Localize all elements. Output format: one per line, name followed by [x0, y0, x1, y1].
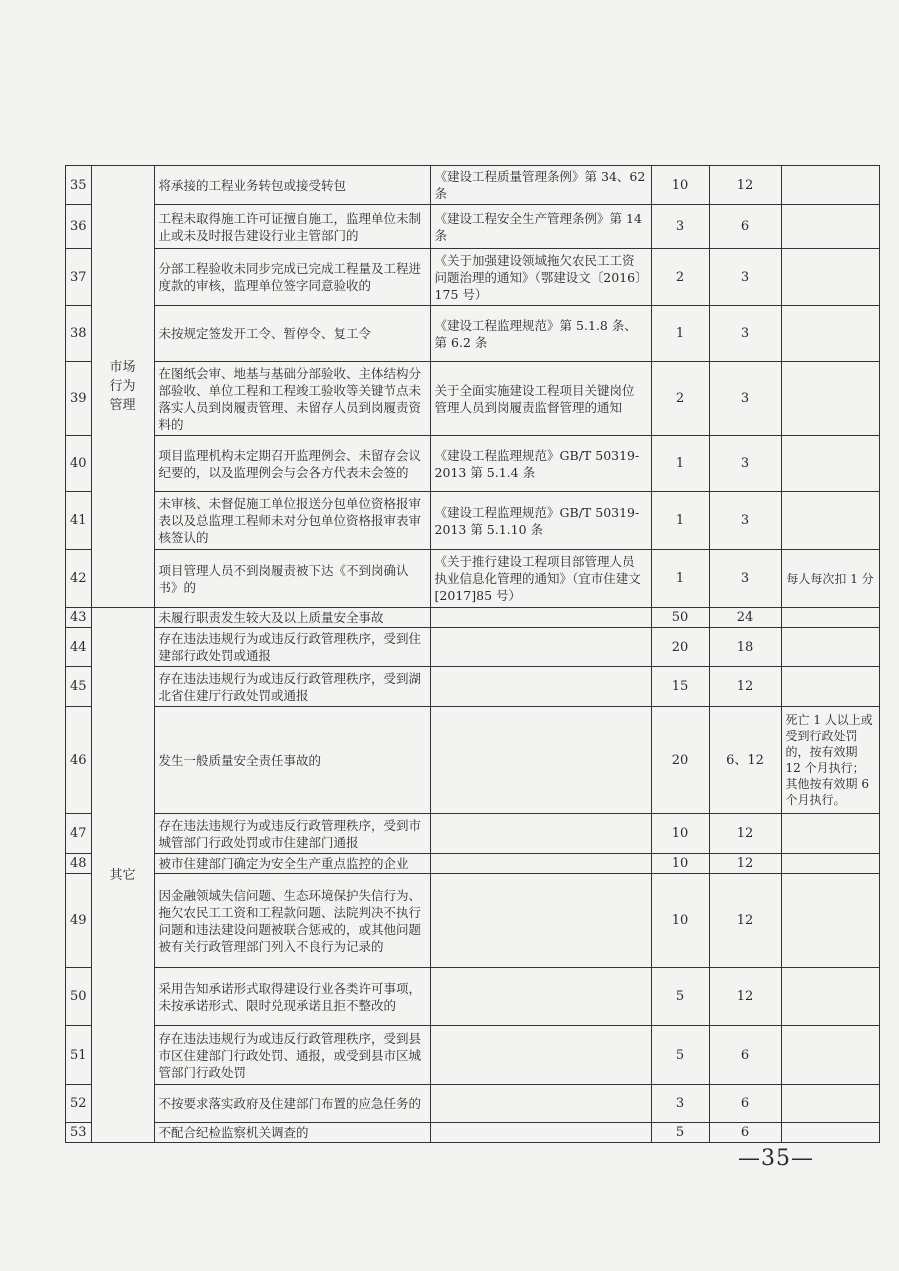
period-cell: 3: [709, 492, 781, 550]
score-cell: 5: [651, 1026, 709, 1085]
table-row: [66, 628, 880, 667]
row-number: 44: [66, 628, 92, 667]
category-cell: [91, 608, 154, 1143]
period-cell: 6: [709, 1026, 781, 1085]
description-cell: 不配合纪检监察机关调查的: [154, 1123, 430, 1143]
row-number: 50: [66, 968, 92, 1026]
table-row: [66, 306, 880, 362]
period-cell: 3: [709, 362, 781, 436]
basis-cell: 《建设工程安全生产管理条例》第 14 条: [430, 205, 651, 249]
note-cell: [781, 1123, 879, 1143]
description-cell: 发生一般质量安全责任事故的: [154, 707, 430, 814]
basis-cell: [430, 1026, 651, 1085]
basis-cell: 《关于加强建设领域拖欠农民工工资问题治理的通知》（鄂建设文〔2016〕175 号）: [430, 249, 651, 306]
period-cell: 6、12: [709, 707, 781, 814]
table-row: [66, 205, 880, 249]
basis-cell: 《关于推行建设工程项目部管理人员执业信息化管理的通知》（宜市住建文[2017]85 号）: [430, 550, 651, 608]
row-number: 43: [66, 608, 92, 628]
penalty-table: [65, 165, 880, 1143]
table-row: [66, 874, 880, 968]
description-cell: 存在违法违规行为或违反行政管理秩序，受到县市区住建部门行政处罚、通报，或受到县市区城管部门行政处罚: [154, 1026, 430, 1085]
description-cell: 因金融领域失信问题、生态环境保护失信行为、拖欠农民工工资和工程款问题、法院判决不执行问题和违法建设问题被联合惩戒的，或其他问题被有关行政管理部门列入不良行为记录的: [154, 874, 430, 968]
row-number: 36: [66, 205, 92, 249]
description-cell: 分部工程验收未同步完成已完成工程量及工程进度款的审核，监理单位签字同意验收的: [154, 249, 430, 306]
description-cell: 在图纸会审、地基与基础分部验收、主体结构分部验收、单位工程和工程竣工验收等关键节点未落实人员到岗履责管理、未留存人员到岗履责资料的: [154, 362, 430, 436]
note-cell: [781, 1085, 879, 1123]
description-cell: 未按规定签发开工令、暂停令、复工令: [154, 306, 430, 362]
basis-cell: [430, 1085, 651, 1123]
description-cell: 项目监理机构未定期召开监理例会、未留存会议纪要的，以及监理例会与会各方代表未会签的: [154, 436, 430, 492]
period-cell: 12: [709, 874, 781, 968]
note-cell: [781, 306, 879, 362]
table-row: [66, 166, 880, 205]
note-cell: [781, 436, 879, 492]
note-cell: [781, 667, 879, 707]
basis-cell: [430, 707, 651, 814]
note-cell: [781, 968, 879, 1026]
table-row: [66, 707, 880, 814]
basis-cell: [430, 628, 651, 667]
basis-cell: [430, 1123, 651, 1143]
row-number: 38: [66, 306, 92, 362]
score-cell: 20: [651, 707, 709, 814]
basis-cell: [430, 667, 651, 707]
score-cell: 3: [651, 1085, 709, 1123]
note-cell: [781, 249, 879, 306]
row-number: 41: [66, 492, 92, 550]
note-cell: [781, 628, 879, 667]
description-cell: 项目管理人员不到岗履责被下达《不到岗确认书》的: [154, 550, 430, 608]
description-cell: 工程未取得施工许可证擅自施工，监理单位未制止或未及时报告建设行业主管部门的: [154, 205, 430, 249]
row-number: 35: [66, 166, 92, 205]
note-cell: 每人每次扣 1 分: [781, 550, 879, 608]
table-row: [66, 854, 880, 874]
row-number: 40: [66, 436, 92, 492]
description-cell: 采用告知承诺形式取得建设行业各类许可事项，未按承诺形式、限时兑现承诺且拒不整改的: [154, 968, 430, 1026]
basis-cell: [430, 874, 651, 968]
row-number: 46: [66, 707, 92, 814]
note-cell: [781, 854, 879, 874]
category-label: 市场行为管理: [109, 360, 136, 413]
period-cell: 12: [709, 854, 781, 874]
score-cell: 1: [651, 492, 709, 550]
table-row: [66, 249, 880, 306]
score-cell: 20: [651, 628, 709, 667]
score-cell: 1: [651, 550, 709, 608]
table-row: [66, 608, 880, 628]
period-cell: 3: [709, 306, 781, 362]
table-row: [66, 968, 880, 1026]
note-cell: [781, 205, 879, 249]
description-cell: 未履行职责发生较大及以上质量安全事故: [154, 608, 430, 628]
period-cell: 3: [709, 249, 781, 306]
basis-cell: [430, 608, 651, 628]
row-number: 42: [66, 550, 92, 608]
table-row: [66, 492, 880, 550]
note-cell: [781, 608, 879, 628]
note-cell: [781, 1026, 879, 1085]
table-row: [66, 667, 880, 707]
category-cell: [91, 166, 154, 608]
period-cell: 6: [709, 205, 781, 249]
period-cell: 12: [709, 166, 781, 205]
row-number: 37: [66, 249, 92, 306]
period-cell: 3: [709, 550, 781, 608]
period-cell: 12: [709, 968, 781, 1026]
page-number: —35—: [738, 1146, 814, 1171]
basis-cell: [430, 814, 651, 854]
row-number: 49: [66, 874, 92, 968]
note-cell: [781, 362, 879, 436]
row-number: 51: [66, 1026, 92, 1085]
table-row: [66, 436, 880, 492]
row-number: 47: [66, 814, 92, 854]
score-cell: 5: [651, 968, 709, 1026]
period-cell: 24: [709, 608, 781, 628]
note-cell: 死亡 1 人以上或受到行政处罚的，按有效期 12 个月执行；其他按有效期 6 个月执行。: [781, 707, 879, 814]
table-row: [66, 1123, 880, 1143]
score-cell: 50: [651, 608, 709, 628]
score-cell: 10: [651, 854, 709, 874]
description-cell: 未审核、未督促施工单位报送分包单位资格报审表以及总监理工程师未对分包单位资格报审表审核签认的: [154, 492, 430, 550]
description-cell: 被市住建部门确定为安全生产重点监控的企业: [154, 854, 430, 874]
basis-cell: 《建设工程监理规范》GB/T 50319-2013 第 5.1.4 条: [430, 436, 651, 492]
row-number: 45: [66, 667, 92, 707]
period-cell: 18: [709, 628, 781, 667]
category-label: 其它: [109, 867, 136, 883]
row-number: 52: [66, 1085, 92, 1123]
basis-cell: 《建设工程监理规范》第 5.1.8 条、第 6.2 条: [430, 306, 651, 362]
score-cell: 1: [651, 436, 709, 492]
row-number: 48: [66, 854, 92, 874]
note-cell: [781, 814, 879, 854]
period-cell: 12: [709, 814, 781, 854]
score-cell: 2: [651, 362, 709, 436]
score-cell: 2: [651, 249, 709, 306]
score-cell: 1: [651, 306, 709, 362]
table-row: [66, 814, 880, 854]
score-cell: 15: [651, 667, 709, 707]
note-cell: [781, 166, 879, 205]
description-cell: 存在违法违规行为或违反行政管理秩序，受到湖北省住建厅行政处罚或通报: [154, 667, 430, 707]
basis-cell: [430, 854, 651, 874]
score-cell: 10: [651, 814, 709, 854]
basis-cell: 《建设工程质量管理条例》第 34、62 条: [430, 166, 651, 205]
score-cell: 5: [651, 1123, 709, 1143]
description-cell: 将承接的工程业务转包或接受转包: [154, 166, 430, 205]
score-cell: 10: [651, 166, 709, 205]
period-cell: 3: [709, 436, 781, 492]
description-cell: 存在违法违规行为或违反行政管理秩序，受到住建部行政处罚或通报: [154, 628, 430, 667]
basis-cell: 《建设工程监理规范》GB/T 50319-2013 第 5.1.10 条: [430, 492, 651, 550]
table-row: [66, 1085, 880, 1123]
basis-cell: [430, 968, 651, 1026]
period-cell: 6: [709, 1085, 781, 1123]
table-row: [66, 362, 880, 436]
score-cell: 10: [651, 874, 709, 968]
description-cell: 不按要求落实政府及住建部门布置的应急任务的: [154, 1085, 430, 1123]
period-cell: 12: [709, 667, 781, 707]
note-cell: [781, 492, 879, 550]
description-cell: 存在违法违规行为或违反行政管理秩序，受到市城管部门行政处罚或市住建部门通报: [154, 814, 430, 854]
row-number: 39: [66, 362, 92, 436]
basis-cell: 关于全面实施建设工程项目关键岗位管理人员到岗履责监督管理的通知: [430, 362, 651, 436]
table-row: [66, 1026, 880, 1085]
table-row: [66, 550, 880, 608]
score-cell: 3: [651, 205, 709, 249]
note-cell: [781, 874, 879, 968]
period-cell: 6: [709, 1123, 781, 1143]
row-number: 53: [66, 1123, 92, 1143]
